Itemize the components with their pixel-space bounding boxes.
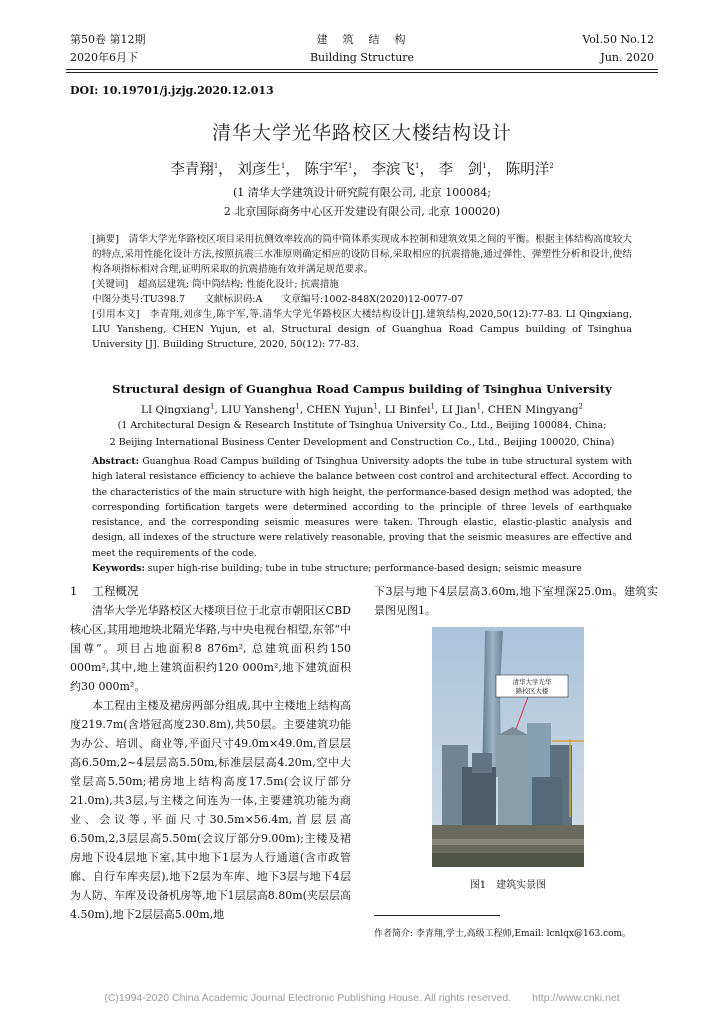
abstract-cn-label: [摘要] [92, 234, 119, 245]
affiliation-en-1: (1 Architectural Design & Research Institute of Tsinghua University Co., Ltd., Beijing 100084, China; [117, 420, 607, 431]
author-cn: 刘彦生$^1$ [237, 162, 286, 178]
author-en: LIU Yansheng$^1$ [221, 402, 300, 416]
affiliation-cn-2: 2 北京国际商务中心区开发建设有限公司, 北京 100020) [223, 205, 501, 218]
paper-title-cn: 清华大学光华路校区大楼结构设计 [211, 122, 512, 144]
journal-title-en: Building Structure [309, 51, 415, 64]
author-en: LI Jian$^1$ [441, 402, 482, 416]
author-en: CHEN Mingyang$^2$ [487, 402, 583, 416]
section-number: 1 [70, 584, 78, 598]
author-en: LI Qingxiang$^1$ [141, 402, 215, 416]
abstract-cn [92, 232, 632, 352]
building-photo [432, 627, 584, 867]
author-cn: 陈宇军$^1$ [304, 162, 353, 178]
date-cn: 2020年6月下 [70, 51, 138, 64]
keywords-cn: 超高层建筑; 筒中筒结构; 性能化设计; 抗震措施 [137, 279, 340, 290]
citation-text: 李青翔,刘彦生,陈宇军,等.清华大学光华路校区大楼结构设计[J].建筑结构,2020,50(12):77-83. LI Qingxiang, LIU Yansheng, CHEN Yujun, et al. Structural design of Guanghua Road Campus building of Tsinghua University [J]. Building Structure, 2020, 50(12): 77-83. [92, 309, 632, 350]
abstract-en [92, 454, 632, 576]
photo-illustration [432, 627, 584, 867]
keywords-en: super high-rise building; tube in tube structure; performance-based design; seismic measure [147, 563, 582, 575]
author-cn: 李青翔$^1$ [170, 162, 219, 178]
authors-cn: 李青翔$^1$， 刘彦生$^1$， 陈宇军$^1$， 李滨飞$^1$， 李 剑$^1$， 陈明洋$^2$ [170, 162, 554, 178]
body-paragraph-3: 下3层与地下4层层高3.60m,地下室埋深25.0m。建筑实景图见图1。 [374, 585, 658, 617]
body-left-column [70, 582, 351, 924]
section-title: 工程概况 [92, 584, 139, 598]
section-heading [70, 582, 351, 601]
abstract-cn-text: 清华大学光华路校区项目采用抗侧效率较高的筒中筒体系实现成本控制和建筑效果之间的平衡。根据主体结构高度较大的特点,采用性能化设计方法,按照抗震三水准原则确定相应的设防目标,采取相应的抗震措施,通过弹性、弹塑性分析和设计,使结构各项指标相对合理,证明所采取的抗震措施有效并满足规范要求。 [92, 234, 633, 275]
author-cn: 李 剑$^1$ [438, 162, 487, 178]
keywords-en-label: Keywords: [92, 563, 145, 575]
affiliation-cn-1: (1 清华大学建筑设计研究院有限公司, 北京 100084; [233, 186, 491, 199]
paper-title-en: Structural design of Guanghua Road Campus building of Tsinghua University [112, 382, 612, 396]
author-cn: 李滨飞$^1$ [371, 162, 420, 178]
header-rule-top [66, 69, 658, 70]
volume-cn: 第50卷 第12期 [70, 33, 146, 46]
author-en: CHEN Yujun$^1$ [306, 402, 378, 416]
authors-en: LI Qingxiang$^1$, LIU Yansheng$^1$, CHEN Yujun$^1$, LI Binfei$^1$, LI Jian$^1$, CHEN Mingyang$^2$ [141, 402, 583, 416]
copyright-footer: (C)1994-2020 China Academic Journal Electronic Publishing House. All rights reserved. http://www.cnki.net [104, 992, 620, 1004]
citation-label: [引用本文] [92, 309, 140, 320]
photo-callout: 清华大学光华路校区大楼 [512, 678, 552, 695]
doi: DOI: 10.19701/j.jzjg.2020.12.013 [70, 84, 274, 97]
classification-line: 中图分类号:TU398.7 文献标识码:A 文章编号:1002-848X(2020)12-0077-07 [92, 294, 464, 305]
abstract-en-text: Guanghua Road Campus building of Tsinghua University adopts the tube in tube structural system with high lateral resistance efficiency to achieve the balance between cost control and architectural effect. According to the characteristics of the main structure with high height, the performance-based design method was adopted, the corresponding fortification targets were determined according to the principle of three levels of earthquake resistance, and the corresponding seismic measures were taken. Through elastic, elastic-plastic analysis and design, all indexes of the structure were relatively reasonable, proving that the seismic measures are effective and meet the requirements of the code. [92, 456, 632, 559]
date-en: Jun. 2020 [600, 51, 654, 64]
body-paragraph-1: 清华大学光华路校区大楼项目位于北京市朝阳区CBD核心区,其用地地块北隔光华路,与中央电视台相望,东邻“中国尊”。项目占地面积8 876m², 总建筑面积约150 000m²,其中,地上建筑面积约120 000m²,地下建筑面积约30 000m²。 [70, 604, 351, 693]
body-paragraph-2: 本工程由主楼及裙房两部分组成,其中主楼地上结构高度219.7m(含塔冠高度230.8m),共50层。主要建筑功能为办公、培训、商业等,平面尺寸49.0m×49.0m,首层层高6.50m,2~4层层高5.50m,标准层层高4.20m,空中大堂层高5.50m;裙房地上结构高度17.5m(会议厅部分21.0m),共3层,与主楼之间连为一体,主要建筑功能为商业、会议等,平面尺寸30.5m×56.4m,首层层高6.50m,2,3层层高5.50m(会议厅部分9.00m);主楼及裙房地下设4层地下室,其中地下1层为人行通道(含市政管廊、自行车库夹层),地下2层为车库、地下3层与地下4层为人防、车库及设备机房等,地下1层层高8.80m(夹层层高4.50m),地下2层层高5.00m,地 [70, 699, 351, 921]
author-cn: 陈明洋$^2$ [505, 162, 554, 178]
author-en: LI Binfei$^1$ [384, 402, 435, 416]
author-footnote: 作者简介: 李青翔,学士,高级工程师,Email: lcnlqx@163.com。 [374, 929, 632, 939]
header-rule-bottom [66, 72, 658, 73]
body-right-column [374, 582, 658, 620]
affiliation-en-2: 2 Beijing International Business Center Development and Construction Co., Ltd., Beijing 100020, China) [109, 437, 615, 448]
abstract-en-label: Abstract: [92, 456, 139, 467]
journal-title-cn: 建 筑 结 构 [316, 33, 408, 46]
footnote-rule [374, 915, 500, 916]
keywords-cn-label: [关键词] [92, 279, 129, 290]
volume-en: Vol.50 No.12 [582, 33, 654, 46]
figure-caption: 图1 建筑实景图 [469, 880, 547, 891]
